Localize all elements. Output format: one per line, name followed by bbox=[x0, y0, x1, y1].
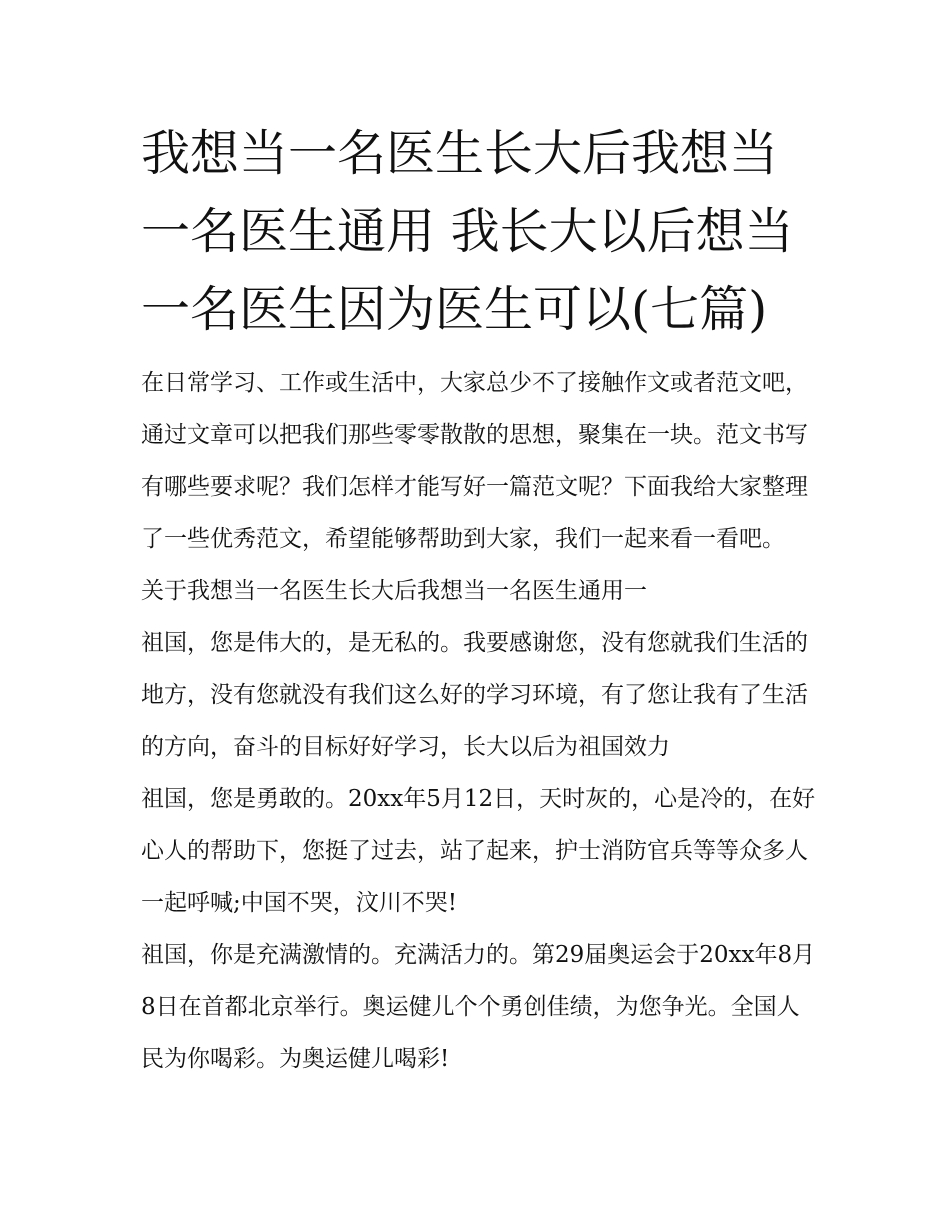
body-paragraph-3: 祖国，你是充满激情的。充满活力的。第29届奥运会于20xx年8月8日在首都北京举行。奥运健儿个个勇创佳绩，为您争光。全国人民为你喝彩。为奥运健儿喝彩! bbox=[141, 942, 816, 1072]
section-heading: 关于我想当一名医生长大后我想当一名医生通用一 bbox=[141, 578, 647, 604]
body-paragraph-1: 祖国，您是伟大的，是无私的。我要感谢您，没有您就我们生活的地方，没有您就没有我们这么好的学习环境，有了您让我有了生活的方向，奋斗的目标好好学习，长大以后为祖国效力 bbox=[141, 630, 808, 760]
document-title: 我想当一名医生长大后我想当一名医生通用 我长大以后想当一名医生因为医生可以(七篇) bbox=[141, 125, 794, 338]
intro-paragraph: 在日常学习、工作或生活中，大家总少不了接触作文或者范文吧，通过文章可以把我们那些零零散散的思想，聚集在一块。范文书写有哪些要求呢？我们怎样才能写好一篇范文呢？下面我给大家整理了一些优秀范文，希望能够帮助到大家，我们一起来看一看吧。 bbox=[141, 370, 808, 552]
body-paragraph-2: 祖国，您是勇敢的。20xx年5月12日，天时灰的，心是冷的，在好心人的帮助下，您挺了过去，站了起来，护士消防官兵等等众多人一起呼喊;中国不哭，汶川不哭! bbox=[141, 786, 816, 916]
document-page bbox=[141, 115, 821, 1085]
